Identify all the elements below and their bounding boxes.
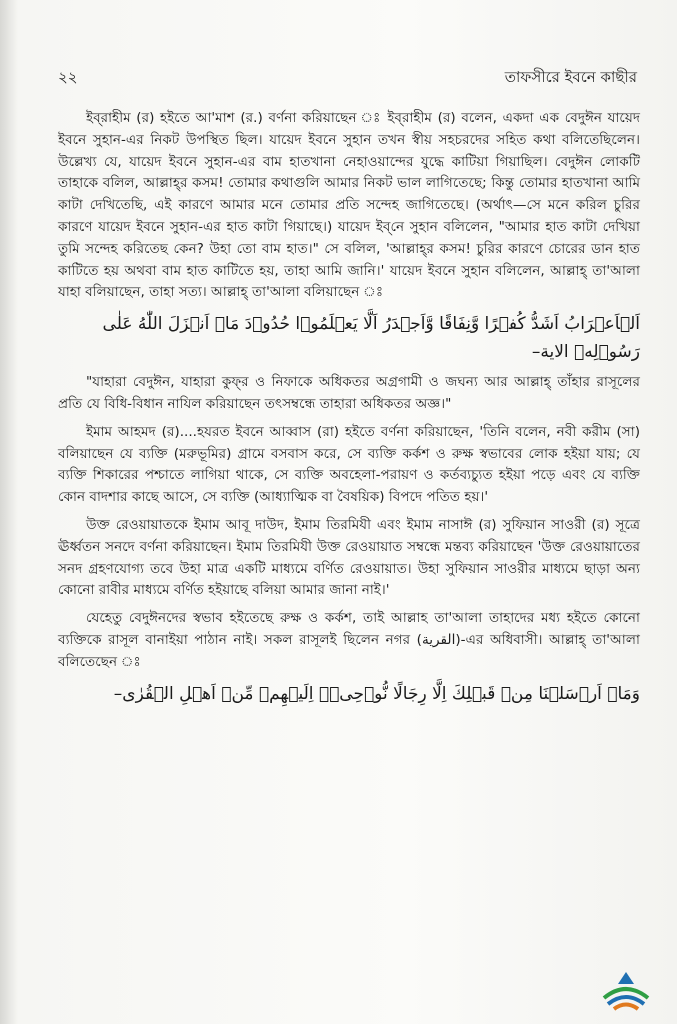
verse-translation: "যাহারা বেদুঈন, যাহারা কুফ্‌র ও নিফাকে অধিকতর অগ্রগামী ও জঘন্য আর আল্লাহ্‌ তাঁহার রাসূলের প্রতি যে বিধি-বিধান নাযিল করিয়াছেন তৎসম্বন্ধে তাহারা অধিকতর অজ্ঞ।" — [58, 374, 640, 412]
verse-1-line-2: رَسُوۡلِهٖ الاية– — [531, 342, 640, 363]
publisher-logo-icon — [598, 968, 654, 1012]
verse-1-line-1: اَلۡاَعۡرَابُ اَشَدُّ كُفۡرًا وَّنِفَاقًا وَّاَجۡدَرُ اَلَّا يَعۡلَمُوۡا حُدُوۡدَ مَاۤ اَنۡزَلَ اللّٰهُ عَلٰى — [102, 314, 640, 335]
verse-2-line: وَمَاۤ اَرۡسَلۡنَا مِنۡ قَبۡلِكَ اِلَّا رِجَالًا نُّوۡحِىۡۤ اِلَيۡهِمۡ مِّنۡ اَهۡلِ الۡقُرٰى– — [113, 683, 640, 704]
page-header — [58, 66, 637, 92]
paragraph-3: উক্ত রেওয়ায়াতকে ইমাম আবূ দাউদ, ইমাম তিরমিযী এবং ইমাম নাসাঈ (র) সুফিয়ান সাওরী (র) সূত্রে ঊর্ধ্বতন সনদে বর্ণনা করিয়াছেন। ইমাম তিরমিযী উক্ত রেওয়ায়াত সম্বন্ধে মন্তব্য করিয়াছেন 'উক্ত রেওয়ায়াতের সনদ গ্রহণযোগ্য তবে উহা মাত্র একটি মাধ্যমে বর্ণিত রেওয়ায়াত। উহা সুফিয়ান সাওরীর মাধ্যমে ছাড়া অন্য কোনো রাবীর মাধ্যমে বর্ণিত হইয়াছে বলিয়া আমার জানা নাই।' — [58, 516, 640, 599]
page-body — [58, 108, 640, 714]
quran-verse-1 — [58, 310, 640, 366]
paragraph-2: ইমাম আহমদ (র)....হযরত ইবনে আব্বাস (রা) হইতে বর্ণনা করিয়াছেন, 'তিনি বলেন, নবী করীম (সা) বলিয়াছেন যে ব্যক্তি (মরুভূমির) গ্রামে বসবাস করে, সে ব্যক্তি কর্কশ ও রুক্ষ স্বভাবের লোক হইয়া যায়; যে ব্যক্তি শিকারের পশ্চাতে লাগিয়া থাকে, সে ব্যক্তি অবহেলা-পরায়ণ ও কর্তব্যচ্যুত হইয়া পড়ে এবং যে ব্যক্তি কোন বাদশার কাছে আসে, সে ব্যক্তি (আধ্যাত্মিক বা বৈষয়িক) বিপদে পতিত হয়।' — [58, 423, 640, 506]
quran-verse-2 — [58, 680, 640, 708]
running-title: তাফসীরে ইবনে কাছীর — [504, 68, 637, 86]
paragraph-4: যেহেতু বেদুঈনদের স্বভাব হইতেছে রুক্ষ ও কর্কশ, তাই আল্লাহ তা'আলা তাহাদের মধ্য হইতে কোনো ব্যক্তিকে রাসূল বানাইয়া পাঠান নাই। সকল রাসূলই ছিলেন নগর (القرية)-এর অধিবাসী। আল্লাহ্‌ তা'আলা বলিতেছেন ঃ — [58, 610, 640, 670]
page-number: ২২ — [58, 68, 78, 86]
paragraph-1: ইব্‌রাহীম (র) হইতে আ'মাশ (র.) বর্ণনা করিয়াছেন ঃ ইব্‌রাহীম (র) বলেন, একদা এক বেদুঈন যায়েদ ইবনে সুহান-এর নিকট উপস্থিত ছিল। যায়েদ ইবনে সুহান তখন স্বীয় সহচরদের সহিত কথা বলিতেছিলেন। উল্লেখ্য যে, যায়েদ ইবনে সুহান-এর বাম হাতখানা নেহাওয়ান্দের যুদ্ধে কাটিয়া গিয়াছিল। বেদুঈন লোকটি তাহাকে বলিল, আল্লাহ্‌র কসম! তোমার কথাগুলি আমার নিকট ভাল লাগিতেছে; কিন্তু তোমার হাতখানা আমি কাটা দেখিতেছি, এই কারণে আমার মনে তোমার প্রতি সন্দেহ জাগিতেছে। (অর্থাৎ—সে মনে করিল চুরির কারণে যায়েদ ইবনে সুহান-এর হাত কাটা গিয়াছে।) যায়েদ ইব্‌নে সুহান বলিলেন, "আমার হাত কাটা দেখিয়া তুমি সন্দেহ করিতেছ কেন? উহা তো বাম হাত।" সে বলিল, 'আল্লাহ্‌র কসম! চুরির কারণে চোরের ডান হাত কাটিতে হয় অথবা বাম হাত কাটিতে হয়, তাহা আমি জানি।' যায়েদ ইবনে সুহান বলিলেন, আল্লাহ্‌ তা'আলা যাহা বলিয়াছেন, তাহা সত্য। আল্লাহ্‌ তা'আলা বলিয়াছেন ঃ — [58, 110, 640, 301]
